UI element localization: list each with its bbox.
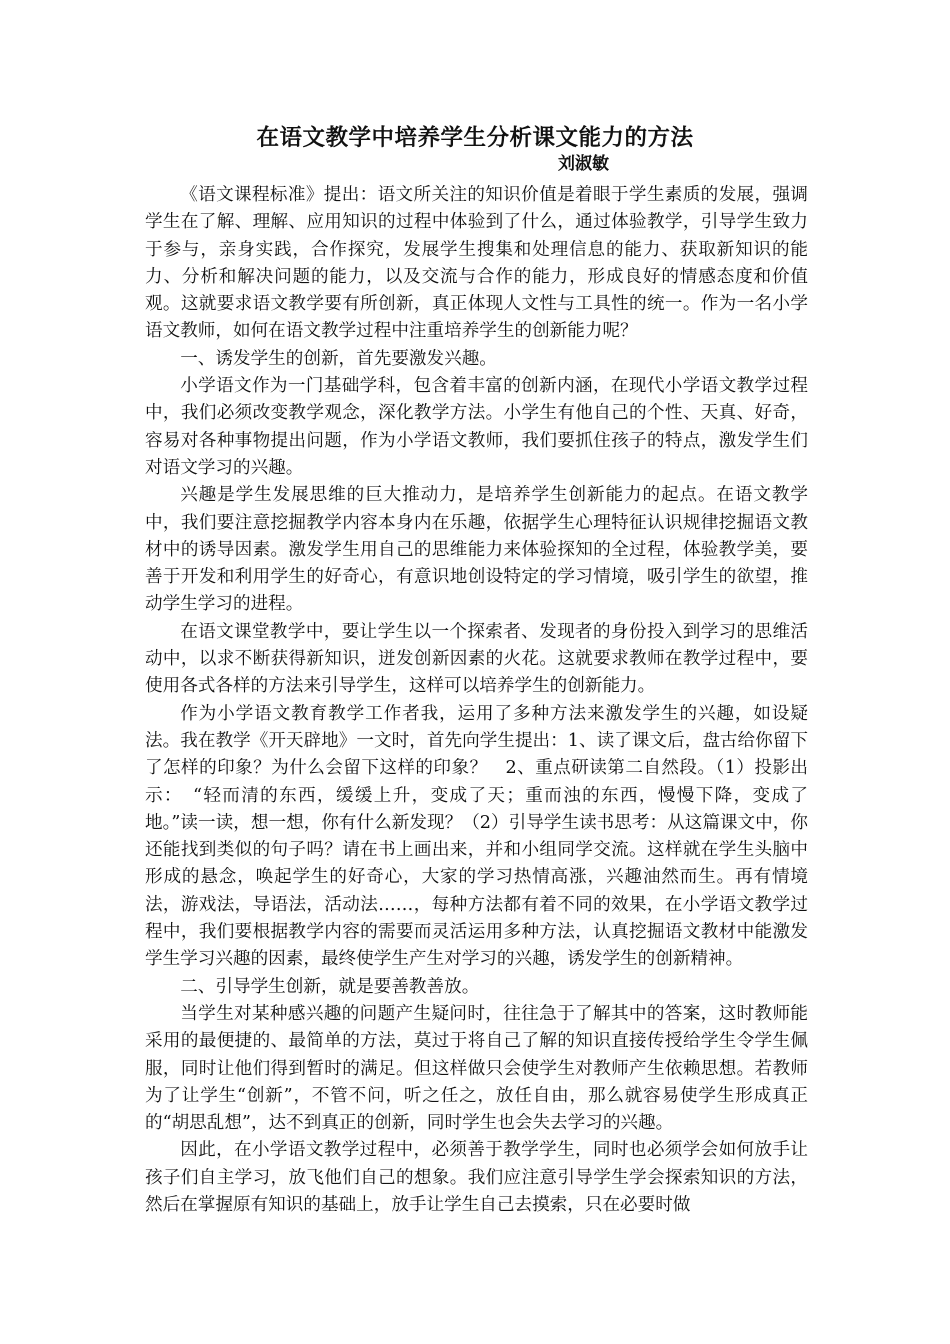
paragraph: 兴趣是学生发展思维的巨大推动力，是培养学生创新能力的起点。在语文教学中，我们要注意挖掘教学内容本身内在乐趣，依据学生心理特征认识规律挖掘语文教材中的诱导因素。激发学生用自己的思维能力来体验探知的全过程，体验教学美，要善于开发和利用学生的好奇心，有意识地创设特定的学习情境，吸引学生的欲望，推动学生学习的进程。 <box>145 485 808 615</box>
paragraph-intro: 《语文课程标准》提出：语文所关注的知识价值是着眼于学生素质的发展，强调学生在了解、理解、应用知识的过程中体验到了什么，通过体验教学，引导学生致力于参与，亲身实践，合作探究，发展学生搜集和处理信息的能力、获取新知识的能力、分析和解决问题的能力，以及交流与合作的能力，形成良好的情感态度和价值观。这就要求语文教学要有所创新，真正体现人文性与工具性的统一。作为一名小学语文教师，如何在语文教学过程中注重培养学生的创新能力呢？ <box>145 185 808 342</box>
paragraph: 因此，在小学语文教学过程中，必须善于教学学生，同时也必须学会如何放手让孩子们自主学习，放飞他们自己的想象。我们应注意引导学生学会探索知识的方法，然后在掌握原有知识的基础上，放手让学生自己去摸索，只在必要时做 <box>145 1140 808 1215</box>
paragraph: 作为小学语文教育教学工作者我，运用了多种方法来激发学生的兴趣，如设疑法。我在教学《开天辟地》一文时，首先向学生提出：1、读了课文后，盘古给你留下了怎样的印象？为什么会留下这样的印象？ 2、重点研读第二自然段。（1）投影出示： “轻而清的东西，缓缓上升，变成了天；重而浊的东西，慢慢下降，变成了地。”读一读，想一想，你有什么新发现？（2）引导学生读书思考：从这篇课文中，你还能找到类似的句子吗？请在书上画出来，并和小组同学交流。这样就在学生头脑中形成的悬念，唤起学生的好奇心，大家的学习热情高涨，兴趣油然而生。再有情境法，游戏法，导语法，活动法……，每种方法都有着不同的效果，在小学语文教学过程中，我们要根据教学内容的需要而灵活运用多种方法，认真挖掘语文教材中能激发学生学习兴趣的因素，最终使学生产生对学习的兴趣，诱发学生的创新精神。 <box>145 703 808 970</box>
document-body <box>145 182 808 1219</box>
section-heading-one: 一、诱发学生的创新，首先要激发兴趣。 <box>180 348 497 369</box>
paragraph: 当学生对某种感兴趣的问题产生疑问时，往往急于了解其中的答案，这时教师能采用的最便捷的、最简单的方法，莫过于将自己了解的知识直接传授给学生令学生佩服，同时让他们得到暂时的满足。但这样做只会使学生对教师产生依赖思想。若教师为了让学生“创新”，不管不问，听之任之，放任自由，那么就容易使学生形成真正的“胡思乱想”，达不到真正的创新，同时学生也会失去学习的兴趣。 <box>145 1003 808 1134</box>
document-title: 在语文教学中培养学生分析课文能力的方法 <box>256 125 694 151</box>
paragraph: 在语文课堂教学中，要让学生以一个探索者、发现者的身份投入到学习的思维活动中，以求不断获得新知识，迸发创新因素的火花。这就要求教师在教学过程中，要使用各式各样的方法来引导学生，这样可以培养学生的创新能力。 <box>145 621 808 697</box>
section-heading-two: 二、引导学生创新，就是要善教善放。 <box>180 976 480 997</box>
author-name: 刘淑敏 <box>558 154 609 174</box>
paragraph: 小学语文作为一门基础学科，包含着丰富的创新内涵，在现代小学语文教学过程中，我们必须改变教学观念，深化教学方法。小学生有他自己的个性、天真、好奇，容易对各种事物提出问题，作为小学语文教师，我们要抓住孩子的特点，激发学生们对语文学习的兴趣。 <box>145 376 808 478</box>
